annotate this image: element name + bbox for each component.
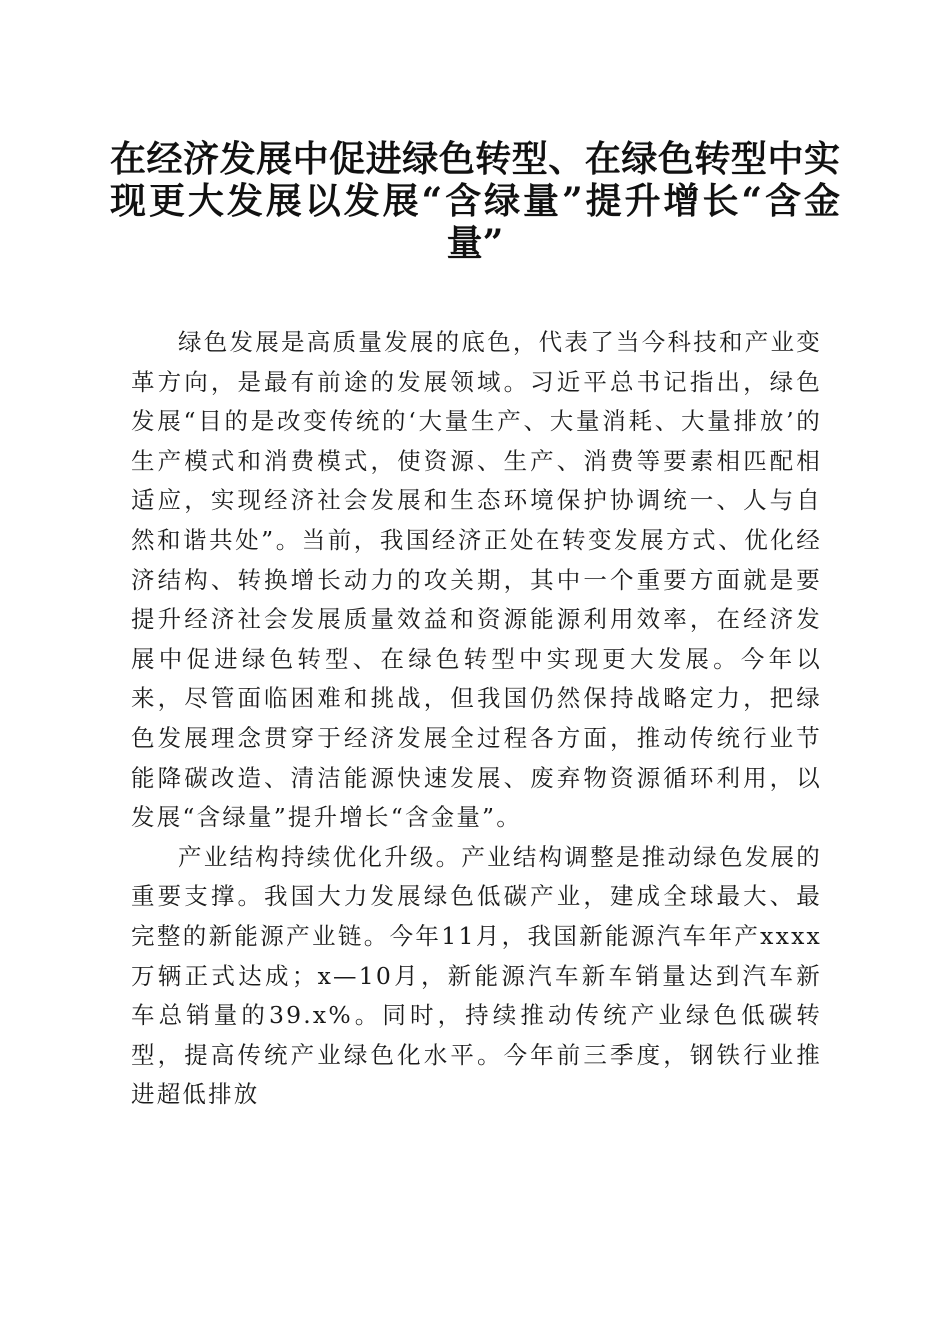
paragraph-2: 产业结构持续优化升级。产业结构调整是推动绿色发展的重要支撑。我国大力发展绿色低碳产业，建成全球最大、最完整的新能源产业链。今年11月，我国新能源汽车年产xxxx万辆正式达成；x—10月，新能源汽车新车销量达到汽车新车总销量的39.x%。同时，持续推动传统产业绿色低碳转型，提高传统产业绿色化水平。今年前三季度，钢铁行业推进超低排放 [131, 842, 822, 1109]
document-body [131, 323, 822, 1115]
document-title: 在经济发展中促进绿色转型、在绿色转型中实现更大发展以发展“含绿量”提升增长“含金量” [110, 138, 840, 264]
paragraph-1: 绿色发展是高质量发展的底色，代表了当今科技和产业变革方向，是最有前途的发展领域。习近平总书记指出，绿色发展“目的是改变传统的‘大量生产、大量消耗、大量排放’的生产模式和消费模式，使资源、生产、消费等要素相匹配相适应，实现经济社会发展和生态环境保护协调统一、人与自然和谐共处”。当前，我国经济正处在转变发展方式、优化经济结构、转换增长动力的攻关期，其中一个重要方面就是要提升经济社会发展质量效益和资源能源利用效率，在经济发展中促进绿色转型、在绿色转型中实现更大发展。今年以来，尽管面临困难和挑战，但我国仍然保持战略定力，把绿色发展理念贯穿于经济发展全过程各方面，推动传统行业节能降碳改造、清洁能源快速发展、废弃物资源循环利用，以发展“含绿量”提升增长“含金量”。 [131, 328, 822, 832]
